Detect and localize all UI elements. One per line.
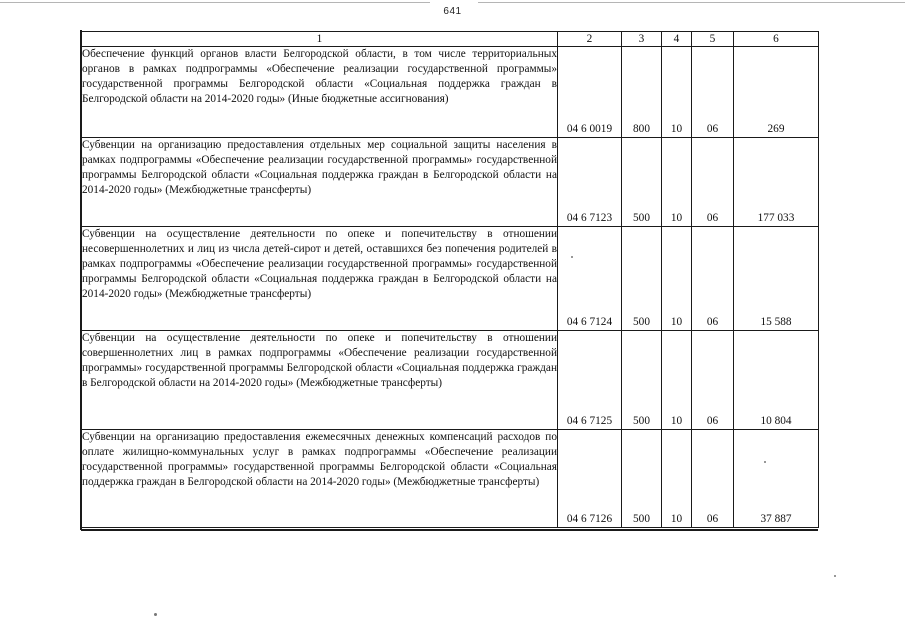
row-section: 10: [662, 138, 692, 227]
row-code: 04 6 0019: [558, 47, 622, 138]
table-row: [82, 47, 819, 138]
row-sum: 37 887: [734, 430, 819, 528]
scan-speck: [571, 256, 573, 258]
row-subsection: 06: [692, 138, 734, 227]
budget-table: [81, 31, 819, 528]
table-header-row: [82, 32, 819, 47]
row-section: 10: [662, 227, 692, 331]
row-subsection: 06: [692, 227, 734, 331]
table-row: [82, 331, 819, 430]
row-sum: 177 033: [734, 138, 819, 227]
header-col-4: 4: [662, 32, 692, 47]
row-code: 04 6 7123: [558, 138, 622, 227]
row-subsection: 06: [692, 47, 734, 138]
row-expense-type: 500: [622, 138, 662, 227]
row-description: Субвенции на организацию предоставления отдельных мер социальной защиты населения в рамках подпрограммы «Обеспечение реализации государственной программы» государственной программы Белгородской области «Социальная поддержка граждан в Белгородской области на 2014-2020 годы» (Межбюджетные трансферты): [82, 138, 558, 227]
table-row: [82, 138, 819, 227]
row-expense-type: 800: [622, 47, 662, 138]
header-col-2: 2: [558, 32, 622, 47]
table-row: [82, 227, 819, 331]
row-code: 04 6 7124: [558, 227, 622, 331]
row-description: Субвенции на организацию предоставления ежемесячных денежных компенсаций расходов по оплате жилищно-коммунальных услуг в рамках подпрограммы «Обеспечение реализации государственной программы» государственной программы Белгородской области «Социальная поддержка граждан в Белгородской области на 2014-2020 годы» (Межбюджетные трансферты): [82, 430, 558, 528]
row-sum: 10 804: [734, 331, 819, 430]
page-number: 641: [443, 6, 462, 17]
scan-speck: [154, 613, 157, 616]
table-bottom-edge: [81, 529, 818, 531]
row-subsection: 06: [692, 430, 734, 528]
scan-top-rule-right: [478, 2, 905, 3]
scan-top-rule-left: [0, 2, 430, 3]
row-code: 04 6 7126: [558, 430, 622, 528]
row-section: 10: [662, 331, 692, 430]
row-description: Субвенции на осуществление деятельности по опеке и попечительству в отношении несовершеннолетних и лиц из числа детей-сирот и детей, оставшихся без попечения родителей в рамках подпрограммы «Обеспечение реализации государственной программы» государственной программы Белгородской области «Социальная поддержка граждан в Белгородской области на 2014-2020 годы» (Межбюджетные трансферты): [82, 227, 558, 331]
row-sum: 269: [734, 47, 819, 138]
row-sum: 15 588: [734, 227, 819, 331]
row-description: Обеспечение функций органов власти Белгородской области, в том числе территориальных органов в рамках подпрограммы «Обеспечение реализации государственной программы» государственной программы Белгородской области «Социальная поддержка граждан в Белгородской области на 2014-2020 годы» (Иные бюджетные ассигнования): [82, 47, 558, 138]
row-expense-type: 500: [622, 430, 662, 528]
row-expense-type: 500: [622, 331, 662, 430]
row-description: Субвенции на осуществление деятельности по опеке и попечительству в отношении совершеннолетних лиц в рамках подпрограммы «Обеспечение реализации государственной программы» государственной программы Белгородской области «Социальная поддержка граждан в Белгородской области на 2014-2020 годы» (Межбюджетные трансферты): [82, 331, 558, 430]
table-row: [82, 430, 819, 528]
header-col-1: 1: [82, 32, 558, 47]
header-col-3: 3: [622, 32, 662, 47]
scan-speck: [834, 575, 836, 577]
row-section: 10: [662, 47, 692, 138]
row-section: 10: [662, 430, 692, 528]
header-col-6: 6: [734, 32, 819, 47]
row-expense-type: 500: [622, 227, 662, 331]
row-code: 04 6 7125: [558, 331, 622, 430]
header-col-5: 5: [692, 32, 734, 47]
scan-speck: [764, 461, 766, 463]
row-subsection: 06: [692, 331, 734, 430]
